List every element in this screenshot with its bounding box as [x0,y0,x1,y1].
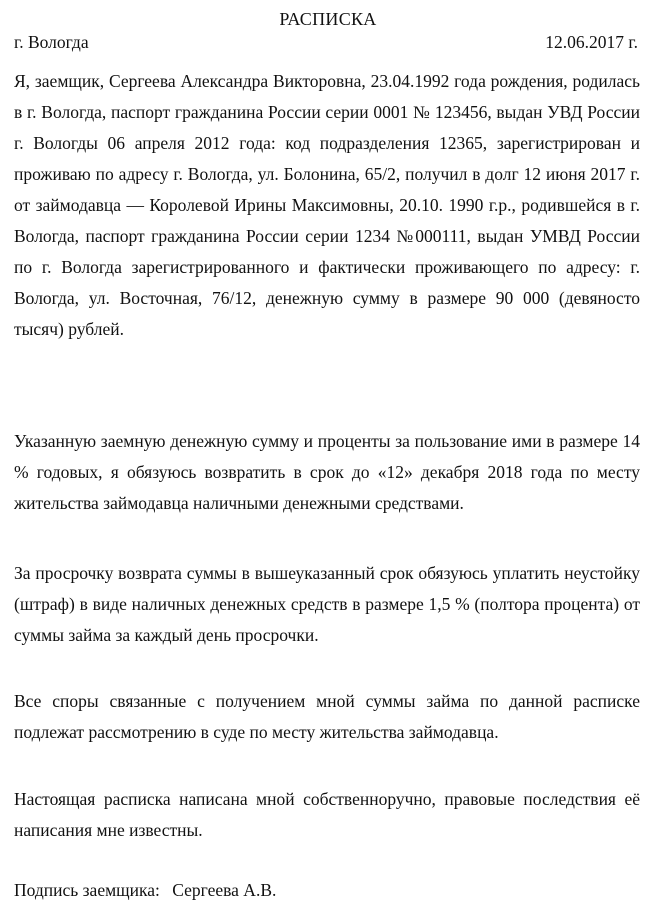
document-city: г. Вологда [14,32,89,52]
document-title: РАСПИСКА [279,9,377,29]
paragraph-acknowledgement: Настоящая расписка написана мной собственноручно, правовые последствия её написания мне известны. [14,789,640,840]
signature-label: Подпись заемщика: [14,880,160,900]
signature-name: Сергеева А.В. [172,880,277,900]
paragraph-penalty: За просрочку возврата суммы в вышеуказанный срок обязуюсь уплатить неустойку (штраф) в виде наличных денежных средств в размере 1,5 % (полтора процента) от суммы займа за каждый день просрочки. [14,563,640,645]
paragraph-disputes: Все споры связанные с получением мной суммы займа по данной расписке подлежат рассмотрению в суде по месту жительства займодавца. [14,691,640,742]
paragraph-repayment-terms: Указанную заемную денежную сумму и проценты за пользование ими в размере 14 % годовых, я обязуюсь возвратить в срок до «12» декабря 2018 года по месту жительства займодавца наличными денежными средствами. [14,431,640,513]
paragraph-borrower-details: Я, заемщик, Сергеева Александра Викторовна, 23.04.1992 года рождения, родилась в г. Вологда, паспорт гражданина России серии 0001 № 123456, выдан УВД России г. Вологды 06 апреля 2012 года: код подразделения 12365, зарегистрирован и проживаю по адресу г. Вологда, ул. Болонина, 65/2, получил в долг 12 июня 2017 г. от займодавца — Королевой Ирины Максимовны, 20.10. 1990 г.р., родившейся в г. Вологда, паспорт гражданина России серии 1234 №000111, выдан УМВД России по г. Вологда зарегистрированного и фактически проживающего по адресу: г. Вологда, ул. Восточная, 76/12, денежную сумму в размере 90 000 (девяносто тысяч) рублей. [14,71,640,339]
document-date: 12.06.2017 г. [545,32,638,52]
signature-line [14,880,276,901]
